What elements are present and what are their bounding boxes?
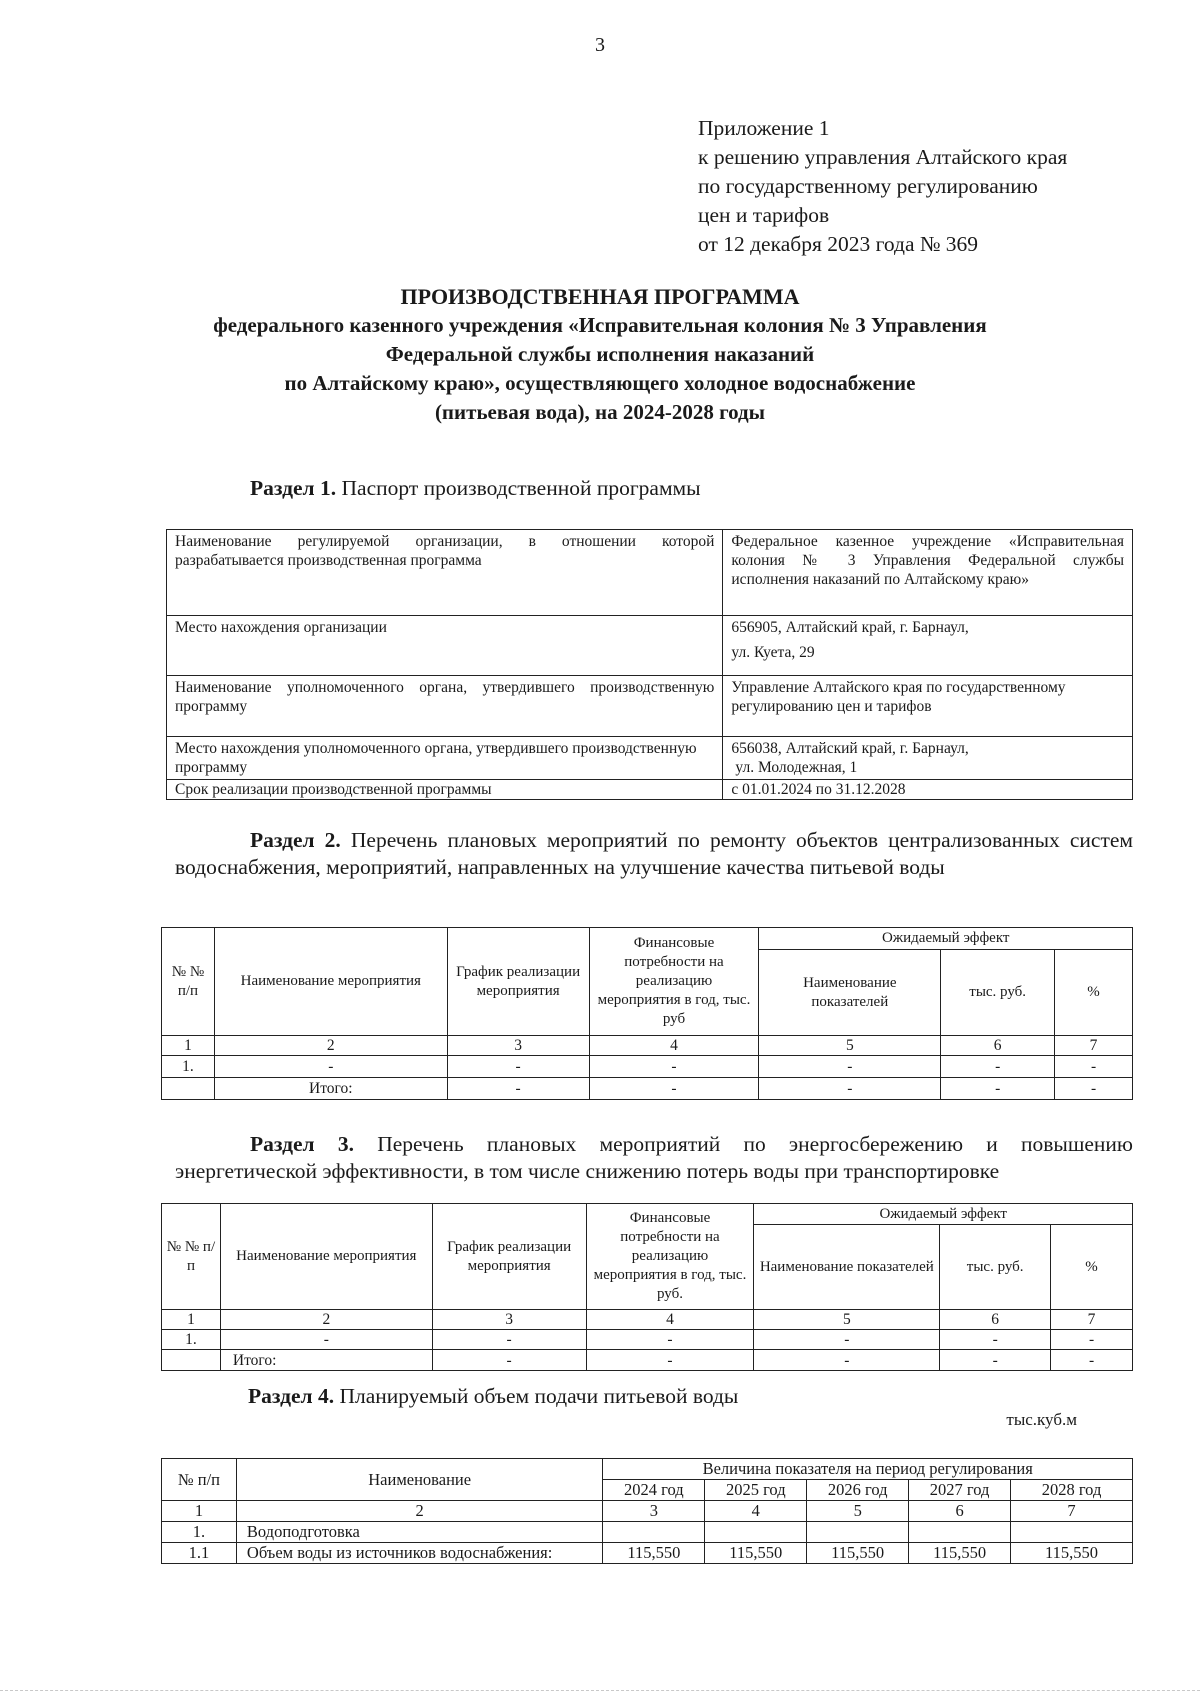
header-name: Наименование [236, 1459, 603, 1501]
header-schedule: График реализации мероприятия [432, 1204, 586, 1310]
section1-title: Паспорт производственной программы [336, 476, 701, 500]
table-row [162, 1078, 1133, 1100]
passport-value: ул. Молодежная, 1 [735, 759, 858, 776]
document-title [150, 282, 1050, 427]
section4-title: Планируемый объем подачи питьевой воды [334, 1384, 739, 1408]
page-number: 3 [595, 34, 605, 56]
appendix-line: Приложение 1 [698, 116, 830, 140]
passport-value: Управление Алтайского края по государственному регулированию цен и тарифов [723, 676, 1133, 737]
table-cell: 115,550 [705, 1543, 807, 1564]
table-cell: - [432, 1330, 586, 1350]
table-row [167, 530, 1133, 616]
header-percent: % [1055, 950, 1133, 1036]
header-percent: % [1051, 1225, 1133, 1310]
table-cell: - [589, 1056, 759, 1078]
row-name: Объем воды из источников водоснабжения: [236, 1543, 603, 1564]
col-number: 3 [447, 1036, 589, 1056]
col-number: 1 [162, 1501, 237, 1522]
col-number: 7 [1011, 1501, 1133, 1522]
header-period: Величина показателя на период регулирования [603, 1459, 1133, 1480]
header-finance: Финансовые потребности на реализацию мероприятия в год, тыс. руб [589, 928, 759, 1036]
header-indicators: Наименование показателей [754, 1225, 940, 1310]
col-number: 1 [162, 1310, 221, 1330]
passport-value: с 01.01.2024 по 31.12.2028 [723, 780, 1133, 800]
header-num: № п/п [162, 1459, 237, 1501]
table-cell [909, 1522, 1011, 1543]
table-cell: 115,550 [603, 1543, 705, 1564]
total-label: Итого: [214, 1078, 447, 1100]
col-number: 2 [220, 1310, 432, 1330]
header-num: № № п/п [162, 1204, 221, 1310]
table-cell [603, 1522, 705, 1543]
table-cell: 115,550 [807, 1543, 909, 1564]
table-row [162, 928, 1133, 950]
col-number: 3 [432, 1310, 586, 1330]
table-cell: - [941, 1078, 1055, 1100]
title-line: по Алтайскому краю», осуществляющего холодное водоснабжение [284, 371, 916, 395]
table-row [162, 1330, 1133, 1350]
table-row [162, 1056, 1133, 1078]
table-cell: - [432, 1350, 586, 1371]
passport-name: Наименование уполномоченного органа, утвердившего производственную программу [167, 676, 723, 737]
activities-table-section2 [161, 927, 1133, 1100]
table-cell [162, 1078, 215, 1100]
header-year: 2024 год [603, 1480, 705, 1501]
row-num: 1.1 [162, 1543, 237, 1564]
table-cell: - [220, 1330, 432, 1350]
passport-value: 656038, Алтайский край, г. Барнаул, [731, 740, 969, 757]
table-cell: - [759, 1056, 941, 1078]
col-number: 5 [754, 1310, 940, 1330]
passport-value-cell [723, 616, 1133, 676]
header-name: Наименование мероприятия [214, 928, 447, 1036]
water-volume-table [161, 1458, 1133, 1564]
table-row [167, 737, 1133, 780]
appendix-line: от 12 декабря 2023 года № 369 [698, 232, 978, 256]
title-line: (питьевая вода), на 2024-2028 годы [434, 400, 766, 424]
header-effect: Ожидаемый эффект [759, 928, 1133, 950]
table-cell: - [759, 1078, 941, 1100]
col-number: 4 [589, 1036, 759, 1056]
scan-edge-divider [0, 1690, 1200, 1692]
table-row [162, 1204, 1133, 1225]
col-number: 6 [909, 1501, 1011, 1522]
passport-value: Федеральное казенное учреждение «Исправительная колония № 3 Управления Федеральной службы исполнения наказаний по Алтайскому краю» [723, 530, 1133, 616]
header-schedule: График реализации мероприятия [447, 928, 589, 1036]
col-number: 2 [236, 1501, 603, 1522]
units-label: тыс.куб.м [1006, 1410, 1077, 1429]
table-cell [1011, 1522, 1133, 1543]
passport-name: Место нахождения организации [167, 616, 723, 676]
table-cell: - [1051, 1350, 1133, 1371]
table-cell: - [447, 1078, 589, 1100]
title-line: федерального казенного учреждения «Исправительная колония № 3 Управления [213, 313, 987, 337]
table-cell: - [940, 1350, 1051, 1371]
table-row [167, 616, 1133, 676]
section2-label: Раздел 2. [250, 828, 341, 852]
header-effect: Ожидаемый эффект [754, 1204, 1133, 1225]
table-cell: - [941, 1056, 1055, 1078]
passport-value: ул. Куета, 29 [731, 644, 815, 661]
table-cell: 1. [162, 1330, 221, 1350]
table-row [167, 676, 1133, 737]
col-number: 5 [807, 1501, 909, 1522]
table-cell: - [214, 1056, 447, 1078]
section4-heading [248, 1383, 738, 1410]
section3-title: Перечень плановых мероприятий по энергосбережению и повышению энергетической эффективности, в том числе снижению потерь воды при транспортировке [175, 1132, 1133, 1183]
total-label: Итого: [220, 1350, 432, 1371]
appendix-line: по государственному регулированию [698, 174, 1038, 198]
table-cell: 1. [162, 1056, 215, 1078]
table-row [162, 1036, 1133, 1056]
table-cell: - [447, 1056, 589, 1078]
section2-title: Перечень плановых мероприятий по ремонту объектов централизованных систем водоснабжения, мероприятий, направленных на улучшение качества питьевой воды [175, 828, 1133, 879]
appendix-line: цен и тарифов [698, 203, 830, 227]
header-name: Наименование мероприятия [220, 1204, 432, 1310]
col-number: 3 [603, 1501, 705, 1522]
table-cell: 115,550 [1011, 1543, 1133, 1564]
table-cell: - [1055, 1056, 1133, 1078]
header-thousand: тыс. руб. [941, 950, 1055, 1036]
table-row [162, 1310, 1133, 1330]
appendix-line: к решению управления Алтайского края [698, 145, 1068, 169]
title-line: Федеральной службы исполнения наказаний [385, 342, 815, 366]
table-cell: - [1051, 1330, 1133, 1350]
section1-label: Раздел 1. [250, 476, 337, 500]
header-indicators: Наименование показателей [759, 950, 941, 1036]
row-num: 1. [162, 1522, 237, 1543]
passport-table [166, 529, 1133, 800]
header-num: № № п/п [162, 928, 215, 1036]
table-cell [162, 1350, 221, 1371]
title-line: ПРОИЗВОДСТВЕННАЯ ПРОГРАММА [400, 284, 800, 309]
col-number: 4 [705, 1501, 807, 1522]
table-row [162, 1543, 1133, 1564]
table-cell: - [940, 1330, 1051, 1350]
col-number: 4 [586, 1310, 754, 1330]
passport-name: Наименование регулируемой организации, в отношении которой разрабатывается производственная программа [167, 530, 723, 616]
col-number: 5 [759, 1036, 941, 1056]
col-number: 7 [1051, 1310, 1133, 1330]
passport-name: Место нахождения уполномоченного органа, утвердившего производственную программу [167, 737, 723, 780]
table-cell: - [754, 1330, 940, 1350]
table-row [162, 1501, 1133, 1522]
table-cell: - [586, 1330, 754, 1350]
passport-value: 656905, Алтайский край, г. Барнаул, [731, 619, 969, 636]
header-finance: Финансовые потребности на реализацию мероприятия в год, тыс. руб. [586, 1204, 754, 1310]
section4-label: Раздел 4. [248, 1384, 335, 1408]
header-year: 2027 год [909, 1480, 1011, 1501]
table-cell: - [589, 1078, 759, 1100]
table-cell [807, 1522, 909, 1543]
activities-table-section3 [161, 1203, 1133, 1371]
table-cell: - [586, 1350, 754, 1371]
table-cell: - [754, 1350, 940, 1371]
appendix-header [698, 114, 1067, 259]
section3-label: Раздел 3. [250, 1132, 354, 1156]
header-year: 2025 год [705, 1480, 807, 1501]
col-number: 6 [941, 1036, 1055, 1056]
table-cell [705, 1522, 807, 1543]
col-number: 2 [214, 1036, 447, 1056]
col-number: 7 [1055, 1036, 1133, 1056]
col-number: 1 [162, 1036, 215, 1056]
header-year: 2028 год [1011, 1480, 1133, 1501]
table-row [167, 780, 1133, 800]
col-number: 6 [940, 1310, 1051, 1330]
table-row [162, 1459, 1133, 1480]
section2-heading [175, 827, 1133, 881]
table-row [162, 1350, 1133, 1371]
table-cell: 115,550 [909, 1543, 1011, 1564]
section3-heading [175, 1131, 1133, 1185]
passport-name: Срок реализации производственной программы [167, 780, 723, 800]
section1-heading [250, 475, 701, 502]
table-row [162, 1522, 1133, 1543]
table-cell: - [1055, 1078, 1133, 1100]
header-year: 2026 год [807, 1480, 909, 1501]
row-name: Водоподготовка [236, 1522, 603, 1543]
passport-value-cell [723, 737, 1133, 780]
header-thousand: тыс. руб. [940, 1225, 1051, 1310]
